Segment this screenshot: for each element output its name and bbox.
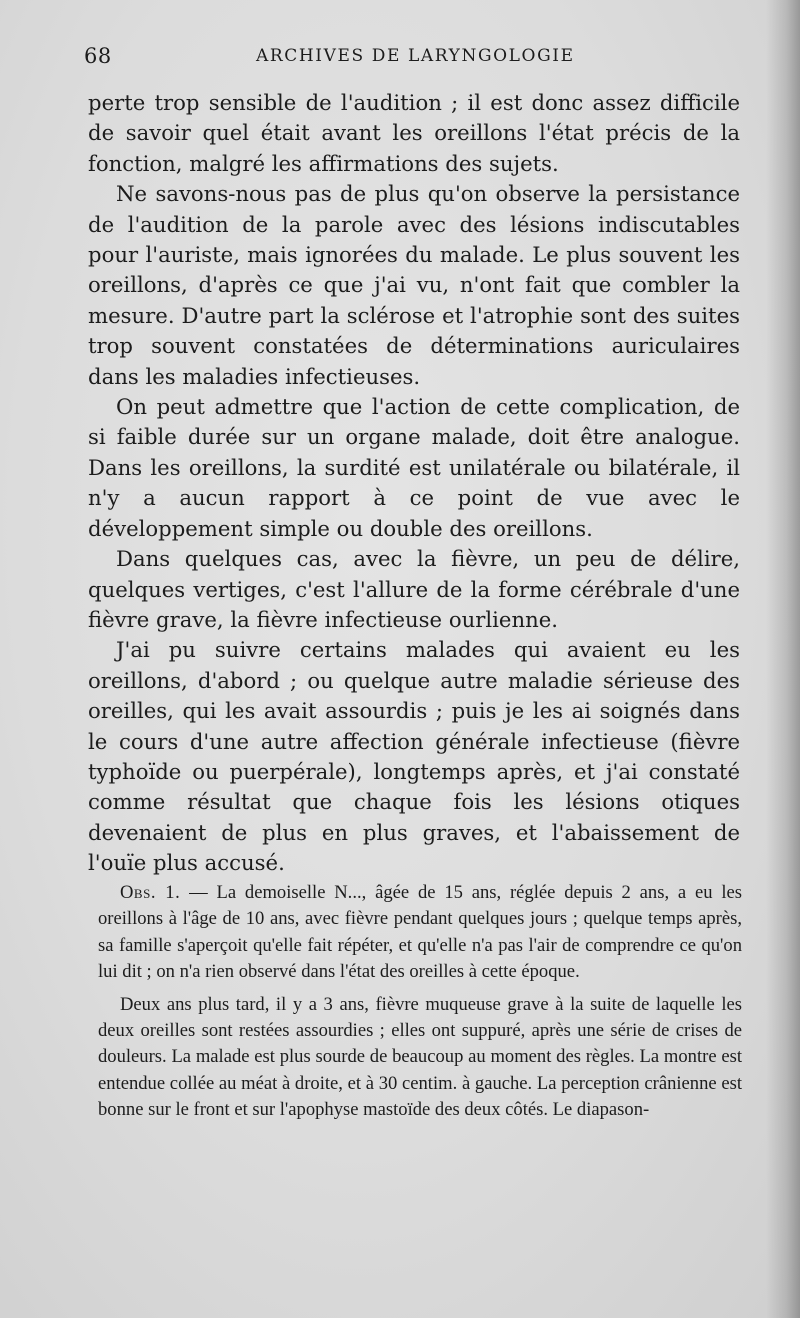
paragraph: Dans quelques cas, avec la fièvre, un peu de délire, quelques vertiges, c'est l'allure de la forme cérébrale d'une fièvre grave, la fièvre infectieuse ourlienne. (88, 546, 740, 632)
paragraph: On peut admettre que l'action de cette complication, de si faible durée sur un organe malade, doit être analogue. Dans les oreillons, la surdité est unilatérale ou bilatérale, il n'y a aucun rapport à ce point de vue avec le développement simple ou double des oreillons. (88, 394, 740, 541)
paragraph: J'ai pu suivre certains malades qui avaient eu les oreillons, d'abord ; ou quelque autre maladie sérieuse des oreilles, qui les avait assourdis ; puis je les ai soignés dans le cours d'une autre affection générale infectieuse (fièvre typhoïde ou puerpérale), longtemps après, et j'ai constaté comme résultat que chaque fois les lésions otiques devenaient de plus en plus graves, et l'abaissement de l'ouïe plus accusé. (88, 637, 740, 876)
page-gutter-shadow (766, 0, 800, 1318)
page-header (84, 44, 744, 74)
paragraph: Ne savons-nous pas de plus qu'on observe la persistance de l'audition de la parole avec des lésions indiscutables pour l'auriste, mais ignorées du malade. Le plus souvent les oreillons, d'après ce que j'ai vu, n'ont fait que combler la mesure. D'autre part la sclérose et l'atrophie sont des suites trop souvent constatées de déterminations auriculaires dans les maladies infectieuses. (88, 181, 740, 389)
paragraph: perte trop sensible de l'audition ; il est donc assez difficile de savoir quel était avant les oreillons l'état précis de la fonction, malgré les affirmations des sujets. (88, 90, 740, 176)
page-number: 68 (84, 44, 112, 68)
observation-block (98, 880, 742, 1130)
running-head: ARCHIVES DE LARYNGOLOGIE (256, 46, 575, 66)
observation-paragraph: Deux ans plus tard, il y a 3 ans, fièvre muqueuse grave à la suite de laquelle les deux oreilles sont restées assourdies ; elles ont suppuré, après une série de crises de douleurs. La malade est plus sourde de beaucoup au moment des règles. La montre est entendue collée au méat à droite, et à 30 centim. à gauche. La perception crânienne est bonne sur le front et sur l'apophyse mastoïde des deux côtés. Le diapason- (98, 993, 742, 1121)
observation-text: — La demoiselle N..., âgée de 15 ans, réglée depuis 2 ans, a eu les oreillons à l'âge de 10 ans, avec fièvre pendant quelques jours ; quelque temps après, sa famille s'aperçoit qu'elle fait répéter, et qu'elle n'a pas l'air de comprendre ce qu'on lui dit ; on n'a rien observé dans l'état des oreilles à cette époque. (98, 882, 742, 983)
observation-paragraph (98, 880, 742, 986)
observation-label: Obs. 1. (120, 882, 181, 903)
main-text (88, 88, 740, 879)
